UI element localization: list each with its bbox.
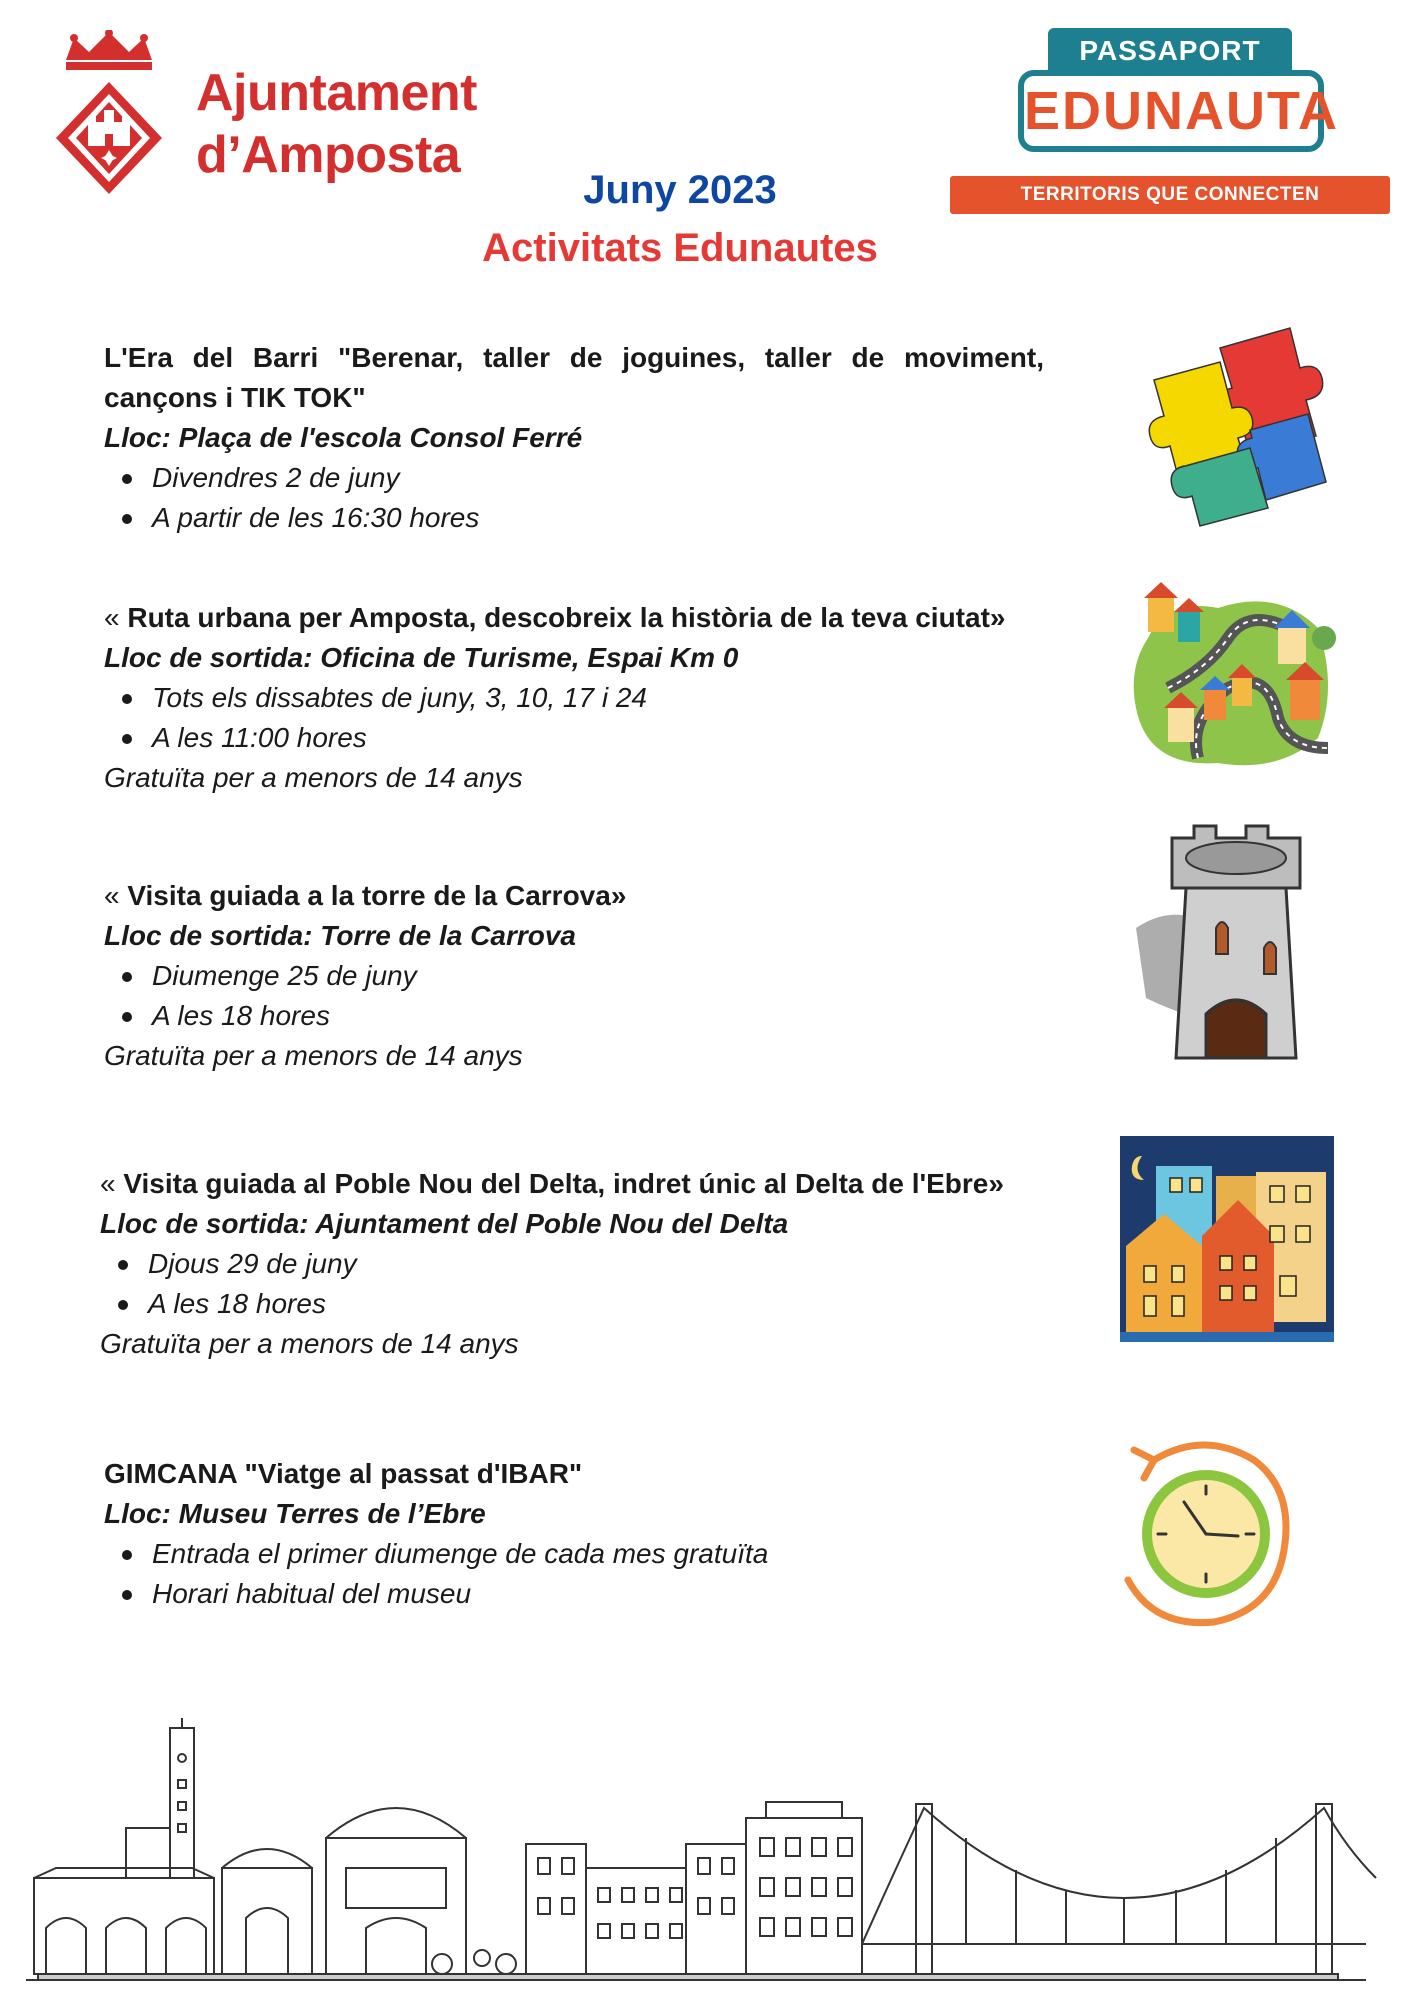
activity-details	[104, 458, 1044, 538]
open-quote: «	[100, 1168, 124, 1199]
activity-detail: A les 11:00 hores	[152, 718, 1084, 758]
activity-detail: A les 18 hores	[152, 996, 1084, 1036]
activity-item	[100, 1164, 1100, 1364]
activity-details	[100, 1244, 1100, 1324]
activity-detail: Entrada el primer diumenge de cada mes gratuïta	[152, 1534, 1084, 1574]
activity-place: Lloc de sortida: Oficina de Turisme, Espai Km 0	[104, 642, 739, 673]
activity-detail: Horari habitual del museu	[152, 1574, 1084, 1614]
organization-name-line-1: Ajuntament	[196, 64, 477, 122]
activity-title-text: Visita guiada a la torre de la Carrova»	[127, 880, 627, 911]
activity-title	[104, 598, 1084, 638]
open-quote: «	[104, 602, 128, 633]
activity-title: GIMCANA "Viatge al passat d'IBAR"	[104, 1458, 583, 1489]
activity-title-text: Visita guiada al Poble Nou del Delta, indret únic al Delta de l'Ebre»	[123, 1168, 1004, 1199]
night-town-icon	[1120, 1136, 1334, 1342]
activity-item	[104, 876, 1084, 1076]
activity-title	[104, 876, 1084, 916]
activity-note: Gratuïta per a menors de 14 anys	[100, 1328, 519, 1359]
logo-tagline: TERRITORIS QUE CONNECTEN OPORTUNITATS	[950, 176, 1390, 214]
activity-detail: A partir de les 16:30 hores	[152, 498, 1044, 538]
activity-detail: Diumenge 25 de juny	[152, 956, 1084, 996]
organization-name-line-2: d’Amposta	[196, 126, 461, 184]
activity-item	[104, 1454, 1084, 1614]
activity-detail: Djous 29 de juny	[148, 1244, 1100, 1284]
activity-item	[104, 338, 1044, 538]
tower-icon	[1136, 818, 1326, 1064]
logo-top-text: PASSAPORT	[1048, 28, 1292, 72]
passaport-edunauta-logo	[950, 28, 1390, 243]
activity-title	[100, 1164, 1100, 1204]
activity-note: Gratuïta per a menors de 14 anys	[104, 762, 523, 793]
page-heading: Activitats Edunautes	[482, 226, 878, 270]
month-title: Juny 2023	[583, 168, 777, 212]
activity-title-text: Ruta urbana per Amposta, descobreix la història de la teva ciutat»	[127, 602, 1006, 633]
activity-title: L'Era del Barri "Berenar, taller de joguines, taller de moviment, cançons i TIK TOK"	[104, 342, 1044, 413]
activity-details	[104, 678, 1084, 758]
activity-place: Lloc de sortida: Torre de la Carrova	[104, 920, 576, 951]
activity-place: Lloc de sortida: Ajuntament del Poble Nou del Delta	[100, 1208, 789, 1239]
activity-place: Lloc: Plaça de l'escola Consol Ferré	[104, 422, 583, 453]
logo-main-text: EDUNAUTA	[1018, 70, 1324, 152]
activity-details	[104, 956, 1084, 1036]
activity-details	[104, 1534, 1084, 1614]
activity-place: Lloc: Museu Terres de l’Ebre	[104, 1498, 486, 1529]
town-map-icon	[1128, 568, 1338, 776]
activity-detail: Tots els dissabtes de juny, 3, 10, 17 i 24	[152, 678, 1084, 718]
clock-icon	[1114, 1430, 1294, 1630]
activity-item	[104, 598, 1084, 798]
activity-detail: Divendres 2 de juny	[152, 458, 1044, 498]
city-skyline-illustration	[26, 1718, 1396, 1988]
open-quote: «	[104, 880, 128, 911]
puzzle-icon	[1140, 318, 1330, 528]
activity-detail: A les 18 hores	[148, 1284, 1100, 1324]
crest-icon	[44, 30, 174, 200]
activity-note: Gratuïta per a menors de 14 anys	[104, 1040, 523, 1071]
